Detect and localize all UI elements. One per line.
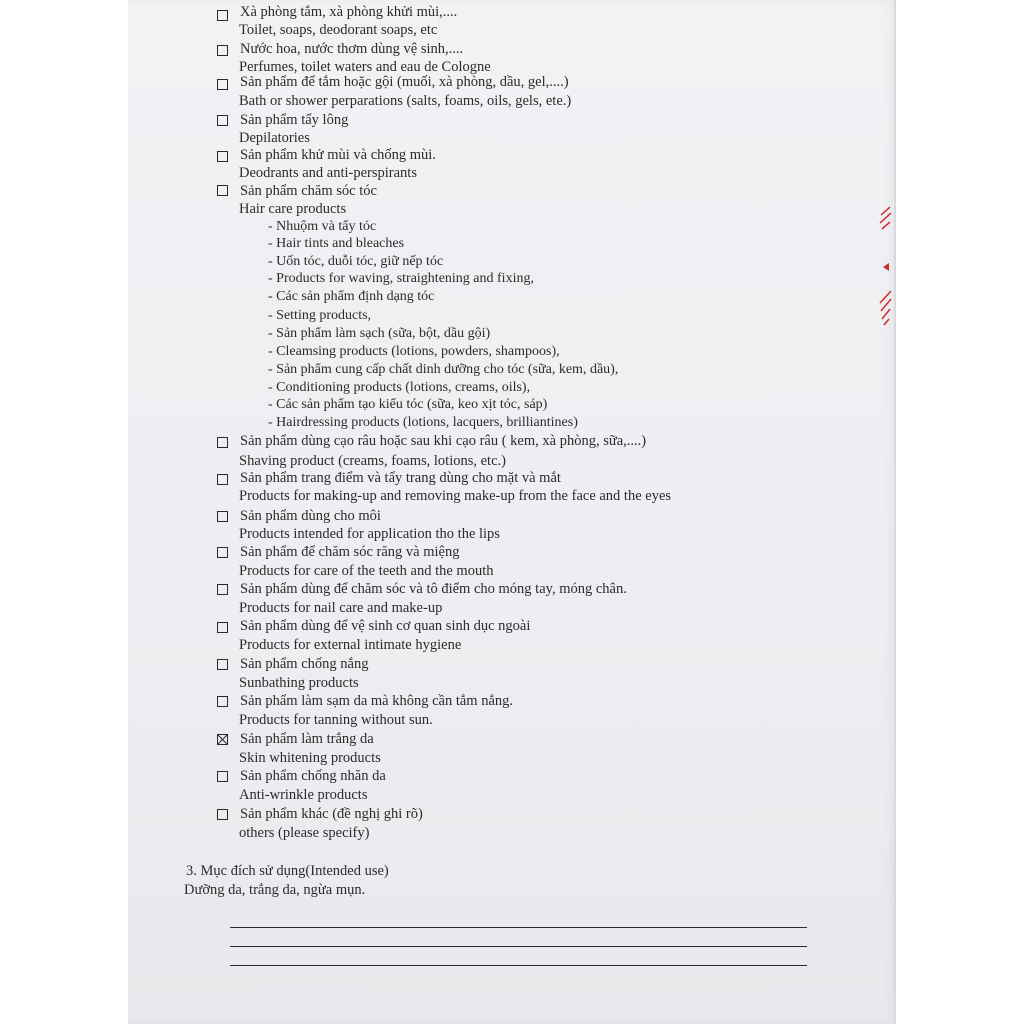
intended-use-heading: 3. Mục đích sử dụng(Intended use) — [186, 863, 389, 879]
subitem-line: - Các sản phẩm định dạng tóc — [268, 289, 435, 304]
subitem-line: - Sản phẩm làm sạch (sữa, bột, dầu gội) — [268, 326, 491, 341]
category-checkbox[interactable] — [217, 45, 228, 56]
category-label-vi: Sản phẩm tẩy lông — [240, 112, 349, 128]
subitem-line: - Cleamsing products (lotions, powders, shampoos), — [268, 344, 560, 359]
category-label-vi: Sản phẩm làm trắng da — [240, 731, 374, 747]
category-checkbox[interactable] — [217, 185, 228, 196]
category-label-vi: Sản phẩm trang điểm và tẩy trang dùng cho mặt và mắt — [240, 470, 561, 486]
category-checkbox-checked[interactable] — [217, 734, 228, 745]
category-label-en: Products for tanning without sun. — [239, 712, 433, 728]
category-label-vi: Sản phẩm dùng để chăm sóc và tô điểm cho móng tay, móng chân. — [240, 581, 627, 597]
subitem-line: - Setting products, — [268, 308, 372, 323]
category-label-en: Perfumes, toilet waters and eau de Cologne — [239, 59, 491, 75]
category-label-vi: Sản phẩm làm sạm da mà không cần tắm nắng. — [240, 693, 514, 709]
category-label-vi: Sản phẩm chống nhăn da — [240, 768, 386, 784]
category-checkbox[interactable] — [217, 474, 228, 485]
subitem-line: - Hair tints and bleaches — [268, 236, 405, 251]
subitem-line: - Nhuộm và tẩy tóc — [268, 219, 377, 234]
category-label-en: Products intended for application tho the lips — [239, 526, 500, 542]
page-edge — [894, 0, 896, 1024]
category-label-vi: Sản phẩm để chăm sóc răng và miệng — [240, 544, 460, 560]
category-label-en: Products for care of the teeth and the mouth — [239, 563, 494, 579]
subitem-line: - Sản phẩm cung cấp chất dinh dưỡng cho tóc (sữa, kem, dầu), — [268, 362, 619, 377]
category-label-en: Shaving product (creams, foams, lotions, etc.) — [239, 453, 506, 469]
category-label-en: Hair care products — [239, 201, 347, 217]
category-label-vi: Sản phẩm khử mùi và chống mùi. — [240, 147, 436, 163]
category-checkbox[interactable] — [217, 659, 228, 670]
category-checkbox[interactable] — [217, 151, 228, 162]
category-label-vi: Nước hoa, nước thơm dùng vệ sinh,.... — [240, 41, 464, 57]
category-label-vi: Sản phẩm để tắm hoặc gội (muối, xà phòng, dầu, gel,....) — [240, 74, 569, 90]
category-checkbox[interactable] — [217, 79, 228, 90]
subitem-line: - Conditioning products (lotions, creams, oils), — [268, 380, 531, 395]
category-label-vi: Xà phòng tắm, xà phòng khửi mùi,.... — [240, 4, 458, 20]
category-checkbox[interactable] — [217, 115, 228, 126]
category-label-en: Anti-wrinkle products — [239, 787, 368, 803]
intended-use-value: Dưỡng da, trắng da, ngừa mụn. — [184, 882, 366, 898]
category-label-en: Products for making-up and removing make-up from the face and the eyes — [239, 488, 672, 504]
category-label-vi: Sản phẩm khác (đề nghị ghi rõ) — [240, 806, 423, 822]
category-label-vi: Sản phẩm chống nắng — [240, 656, 369, 672]
category-checkbox[interactable] — [217, 771, 228, 782]
category-label-en: Depilatories — [239, 130, 310, 146]
blank-line — [230, 965, 807, 966]
category-label-en: Bath or shower perparations (salts, foams, oils, gels, ete.) — [239, 93, 572, 109]
red-stamp-mark — [878, 205, 894, 335]
subitem-line: - Uốn tóc, duỗi tóc, giữ nếp tóc — [268, 254, 444, 269]
category-label-en: Skin whitening products — [239, 750, 381, 766]
category-label-vi: Sản phẩm dùng để vệ sinh cơ quan sinh dục ngoài — [240, 618, 531, 634]
blank-line — [230, 946, 807, 947]
category-label-vi: Sản phẩm dùng cho môi — [240, 508, 381, 524]
category-label-en: Products for external intimate hygiene — [239, 637, 462, 653]
category-label-en: Deodrants and anti-perspirants — [239, 165, 417, 181]
category-label-vi: Sản phẩm dùng cạo râu hoặc sau khi cạo râu ( kem, xà phòng, sữa,....) — [240, 433, 647, 449]
category-label-en: Products for nail care and make-up — [239, 600, 443, 616]
category-checkbox[interactable] — [217, 511, 228, 522]
category-checkbox[interactable] — [217, 622, 228, 633]
category-checkbox[interactable] — [217, 10, 228, 21]
category-checkbox[interactable] — [217, 437, 228, 448]
blank-line — [230, 927, 807, 928]
subitem-line: - Các sản phẩm tạo kiểu tóc (sữa, keo xịt tóc, sáp) — [268, 397, 548, 412]
category-checkbox[interactable] — [217, 584, 228, 595]
category-checkbox[interactable] — [217, 547, 228, 558]
subitem-line: - Products for waving, straightening and fixing, — [268, 271, 534, 286]
category-label-en: Sunbathing products — [239, 675, 359, 691]
category-label-en: others (please specify) — [239, 825, 370, 841]
category-label-en: Toilet, soaps, deodorant soaps, etc — [239, 22, 438, 38]
category-checkbox[interactable] — [217, 696, 228, 707]
subitem-line: - Hairdressing products (lotions, lacquers, brilliantines) — [268, 415, 578, 430]
category-label-vi: Sản phẩm chăm sóc tóc — [240, 183, 377, 199]
category-checkbox[interactable] — [217, 809, 228, 820]
